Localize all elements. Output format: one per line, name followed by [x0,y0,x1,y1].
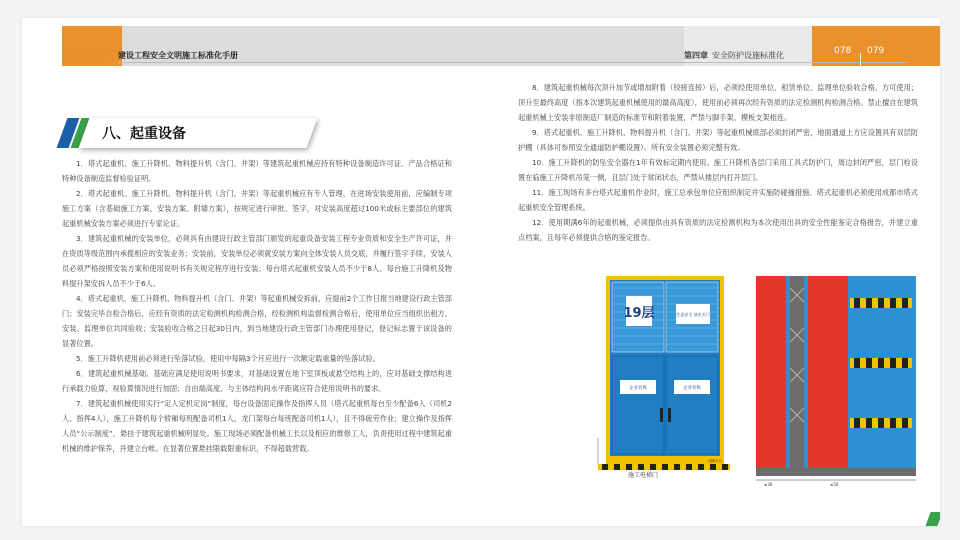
hoist-cage-right [808,276,848,476]
paragraph-7: 7．建筑起重机械使用实行“定人定机定岗”制度，每台设备固定操作及指挥人员（塔式起重机每台至少配备6人（司机2人、指挥4人），施工升降机每个轿厢每班配备司机1人，龙门架每台每班配备司机1人），且不得疲劳作业；建立操作及指挥人员“公示制度”，悬挂于建筑起重机械明显处。施工现场必须配备机械工长以及相应的维修工人，负责使用过程中建筑起重机械的维护保养，并建立台帐。在显著位置悬挂限载限重标识，不得超载营载。 [62,399,452,453]
dimension-label: ≤30 [764,482,773,487]
paragraph-1: 1．塔式起重机、施工升降机、物料提升机（含门、井架）等建筑起重机械应持有特种设备制造许可证、产品合格证和特种设备制造监督检验证明。 [62,159,452,183]
book-title: 建设工程安全文明施工标准化手册 [118,51,238,60]
book-spread [22,18,940,526]
page-number-left: 078 [834,46,852,56]
page-number-right: 079 [867,46,885,56]
elevator-door-illustration [568,268,748,488]
hoist-cage [756,276,786,476]
paragraph-3: 3．建筑起重机械的安装单位，必须具有由建设行政主管部门颁发的起重设备安装工程专业资质和安全生产许可证，并在资质等级范围内承揽相应的安装业务；安装前，安装单位必须就安装方案向全体安装人员交底，并履行签字手续，安装人员必须严格按照安装方案和使用说明书有关规定程序进行安装；每台塔式起重机安装人员不少于8人、每台施工升降机及物料提升架安拆人员不少于6人。 [62,234,452,288]
chapter-number: 第四章 [684,51,708,60]
paragraph-10: 10．施工升降机的防坠安全器在1年有效标定期内使用。施工升降机各层门采用工具式防护门，周边封闭严密，层门栓设置在临施工升降机吊笼一侧，且层门处于常闭状态，严禁从楼层内打开层门。 [518,158,918,182]
company-name-right: 企业名称 [683,386,701,391]
paragraph-5: 5．施工升降机使用前必须进行坠落试验，使用中每隔3个月应进行一次额定载重量的坠落试验。 [76,354,380,363]
paragraph-6: 6．建筑起重机械基础、基础应满足使用说明书要求，对基础设置在地下室顶板或悬空结构上的，应对基础支撑结构进行承载力验算，视验算情况进行加固；自由端高度、与主体结构间水平距离应符合使用说明书的要求。 [62,369,452,393]
toe-board-label: 挡脚平台 [708,459,722,463]
right-column-text [518,80,918,245]
hoist-side-illustration [730,268,920,488]
paragraph-9: 9．塔式起重机、施工升降机、物料提升机（含门、井架）等起重机械底部必须封闭严密，地面通道上方应设置具有双层防护棚（具体可参照安全通道防护棚设置）。所有安全装置必须完整有效。 [518,128,918,152]
page-number-separator [860,53,861,67]
chapter-title: 安全防护设施标准化 [712,51,784,60]
city-logo: 成都市 [62,49,107,65]
notice-sign-text: 注意安全 请出关门 [676,312,710,317]
paragraph-2: 2．塔式起重机、施工升降机、物料提升机（含门、井架）等起重机械应有专人管理，在进场安装使用前，应编制专项施工方案（含基础施工方案、安装方案、附墙方案），按规定进行审批、签字，对安装高度超过100米或标主要部位的建筑起重机械安装方案必须进行专家论证。 [62,189,452,228]
paragraph-4: 4．塔式起重机、施工升降机、物料提升机（含门、井架）等起重机械安拆前，应提前2个工作日报当地建设行政主管部门；安装完毕自检合格后，应经有资质的法定检测机构检测合格，经检测机构监督检测合格后，使用单位应当组织出租方、安装、监理单位共同验收；安装验收合格之日起30日内，到当地建设行政主管部门办理使用登记，登记标志置于该设备的显著位置。 [62,294,452,348]
paragraph-12: 12．使用期满6年的起重机械，必须提供由具有资质的法定检测机构为本次使用出具的安全性能鉴定合格报告，并建立重点档案，且每年必须提供合格的鉴定报告。 [518,218,918,242]
left-column-text [62,156,452,456]
paragraph-11: 11．施工现场有多台塔式起重机作业时，施工总承包单位应组织制定并实施防碰撞措施。塔式起重机必须使用成都市塔式起重机安全管理系统。 [518,188,918,212]
floor-label: 19层 [623,306,655,321]
hoist-mast [790,276,804,476]
corner-green-stripe [925,512,940,526]
header-rule [118,62,908,63]
company-name-left: 企业名称 [629,386,647,391]
section-banner [62,118,312,148]
dimension-label-2: ≤50 [830,482,839,487]
paragraph-8: 8．建筑起重机械每次顶升加节或增加附着（铰接连接）后，必须经使用单位、租赁单位、监理单位验收合格，方可使用；顶升至最终高度（指本次建筑起重机械使用的最高高度），使用前必须再次经有资质的法定检测机构检测合格。禁止擅自在建筑起重机械上安装非原制造厂制造的标准节和附着装置，严禁与脚手架、模板支架相连。 [518,83,918,122]
figure-caption: 施工电梯门 [628,472,659,479]
section-title: 八、起重设备 [102,126,186,142]
chapter-heading [684,50,784,61]
